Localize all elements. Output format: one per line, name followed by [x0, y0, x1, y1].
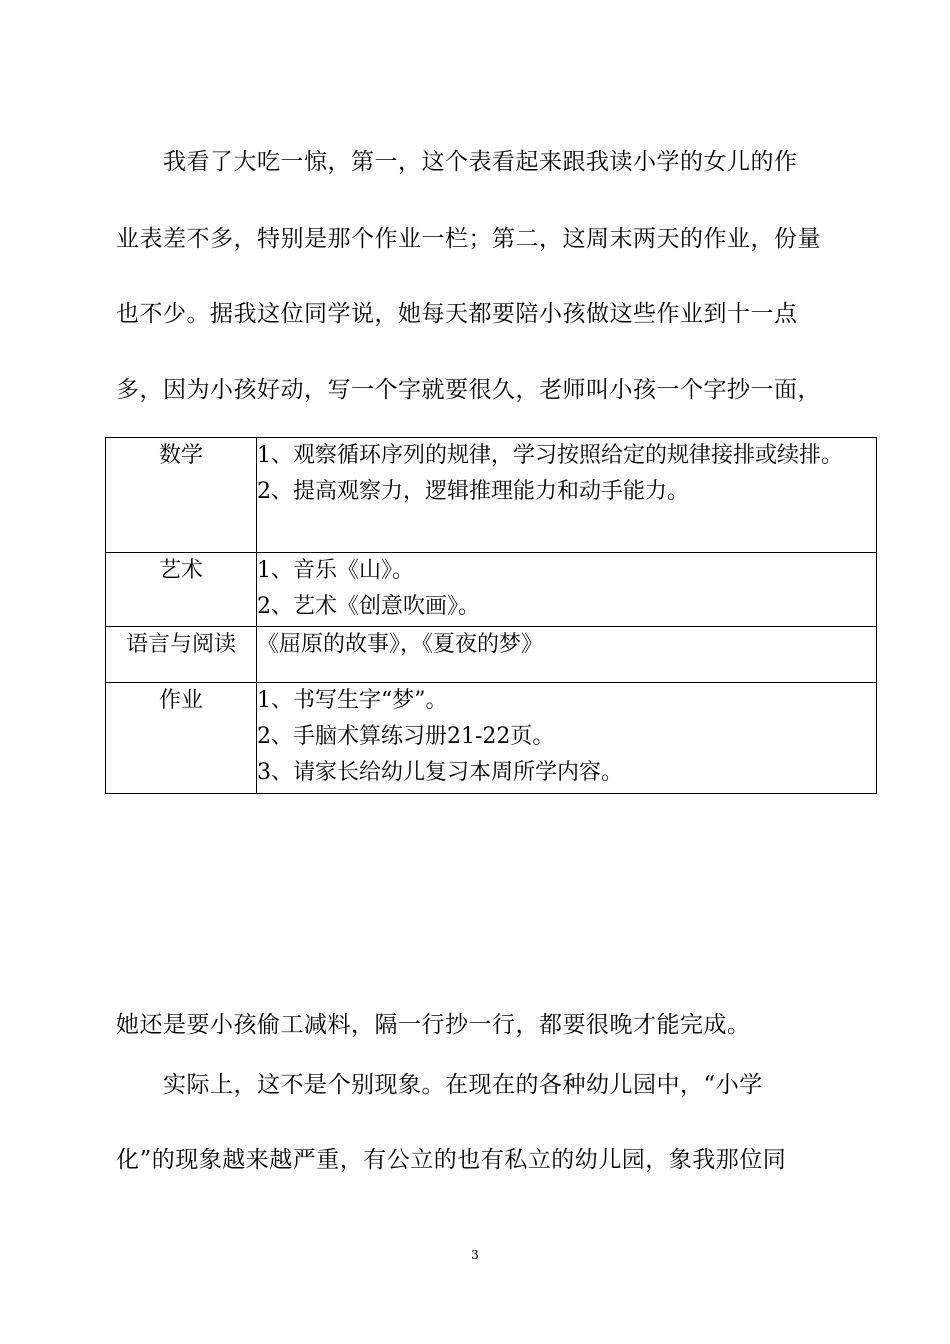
text-line: 实际上，这不是个别现象。在现在的各种幼儿园中，“小学: [116, 1072, 763, 1098]
content-line: 2、艺术《创意吹画》。: [257, 594, 480, 619]
subject-cell: 语言与阅读: [106, 627, 257, 683]
table-row: [106, 438, 877, 553]
text-line: 我看了大吃一惊，第一，这个表看起来跟我读小学的女儿的作: [116, 149, 798, 175]
content-line: 1、音乐《山》。: [257, 558, 414, 583]
table-row: [106, 553, 877, 627]
text-line: 化”的现象越来越严重，有公立的也有私立的幼儿园，象我那位同: [116, 1147, 787, 1173]
content-line: 2、提高观察力，逻辑推理能力和动手能力。: [257, 479, 689, 504]
table-row: [106, 627, 877, 683]
content-cell: [257, 438, 877, 553]
subject-cell: 艺术: [106, 553, 257, 627]
content-line: 1、观察循环序列的规律，学习按照给定的规律接排或续排。: [257, 443, 843, 468]
content-line: 2、手脑术算练习册21-22页。: [257, 724, 555, 749]
text-line: 业表差不多，特别是那个作业一栏；第二，这周末两天的作业，份量: [116, 226, 821, 252]
content-line: 3、请家长给幼儿复习本周所学内容。: [257, 760, 623, 785]
content-line: 《屈原的故事》，《夏夜的梦》: [257, 632, 544, 657]
subject-cell: 数学: [106, 438, 257, 553]
table-row: [106, 683, 877, 794]
page-number: 3: [471, 1248, 479, 1262]
weekly-plan-table: [105, 437, 877, 794]
text-line: 也不少。据我这位同学说，她每天都要陪小孩做这些作业到十一点: [116, 301, 798, 327]
content-cell: [257, 627, 877, 683]
subject-cell: 作业: [106, 683, 257, 794]
text-line: 多，因为小孩好动，写一个字就要很久，老师叫小孩一个字抄一面，: [116, 377, 821, 403]
content-cell: [257, 553, 877, 627]
content-line: 1、书写生字“梦”。: [257, 688, 448, 713]
text-line: 她还是要小孩偷工减料，隔一行抄一行，都要很晚才能完成。: [116, 1012, 751, 1038]
content-cell: [257, 683, 877, 794]
